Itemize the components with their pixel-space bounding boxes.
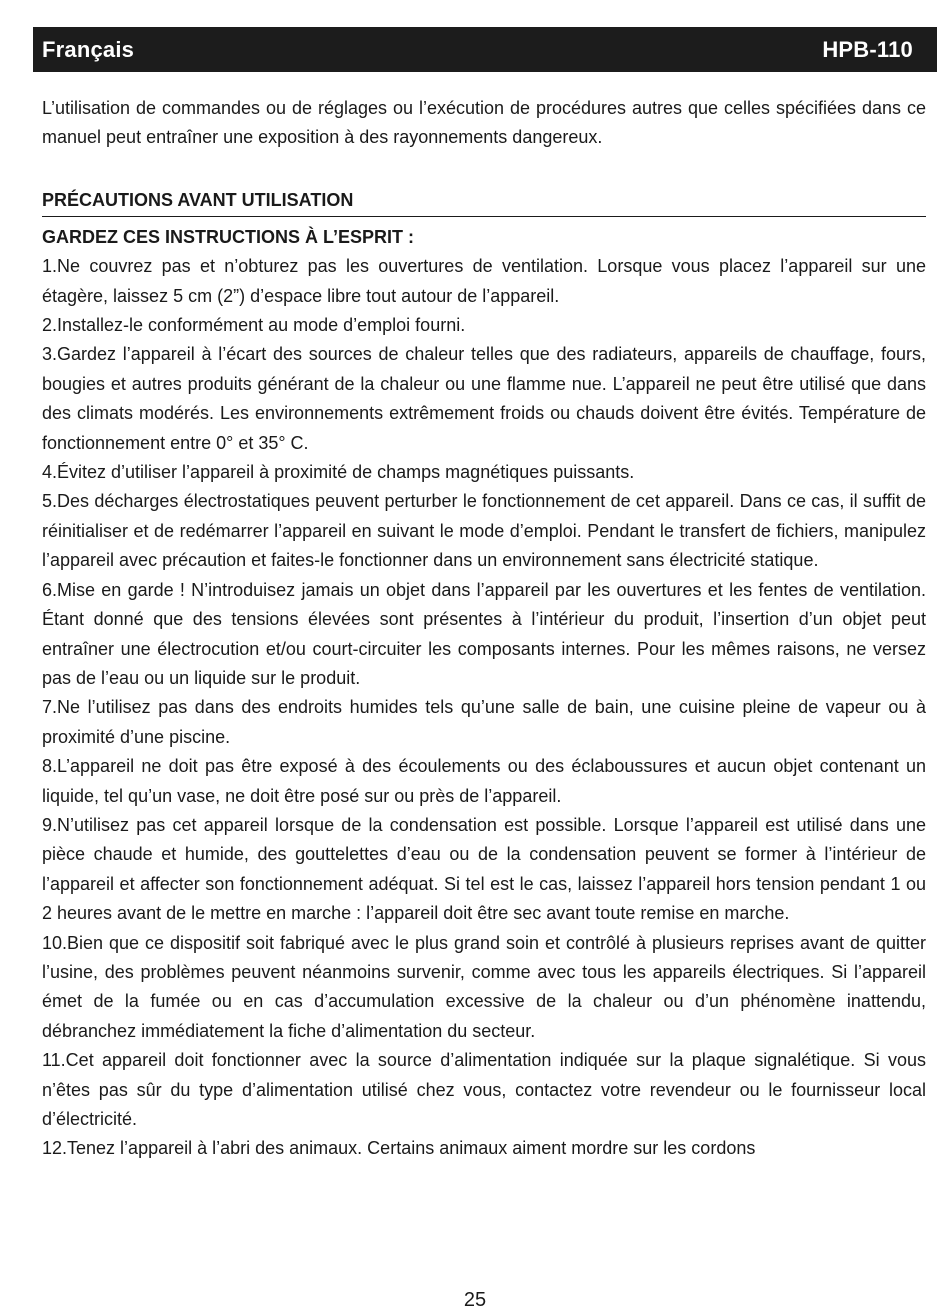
- precaution-item-12: 12.Tenez l’appareil à l’abri des animaux. Certains animaux aiment mordre sur les cordons: [42, 1138, 756, 1159]
- precaution-item-8: 8.L’appareil ne doit pas être exposé à des écoulements ou des éclaboussures et aucun objet contenant un liquide, tel qu’un vase, ne doit être posé sur ou près de l’appareil.: [42, 756, 926, 806]
- precaution-item-1: 1.Ne couvrez pas et n’obturez pas les ouvertures de ventilation. Lorsque vous placez l’appareil sur une étagère, laissez 5 cm (2”) d’espace libre tout autour de l’appareil.: [42, 256, 926, 306]
- page-number: 25: [463, 1289, 487, 1311]
- precaution-item-11: 11.Cet appareil doit fonctionner avec la source d’alimentation indiquée sur la plaque signalétique. Si vous n’êtes pas sûr du type d’alimentation utilisé chez vous, contactez votre revendeur ou le fournisseur local d’électricité.: [42, 1050, 926, 1129]
- document-body: [42, 94, 926, 1164]
- precaution-item-10: 10.Bien que ce dispositif soit fabriqué avec le plus grand soin et contrôlé à plusieurs reprises avant de quitter l’usine, des problèmes peuvent néanmoins survenir, comme avec tous les appareils électriques. Si l’appareil émet de la fumée ou en cas d’accumulation excessive de la chaleur ou d’un phénomène inattendu, débranchez immédiatement la fiche d’alimentation du secteur.: [42, 932, 926, 1041]
- section-title: PRÉCAUTIONS AVANT UTILISATION: [42, 186, 926, 217]
- precaution-item-9: 9.N’utilisez pas cet appareil lorsque de la condensation est possible. Lorsque l’appareil est utilisé dans une pièce chaude et humide, des gouttelettes d’eau ou de la condensation peuvent se former à l’intérieur de l’appareil et affecter son fonctionnement adéquat. Si tel est le cas, laissez l’appareil hors tension pendant 1 ou 2 heures avant de le mettre en marche : l’appareil doit être sec avant toute remise en marche.: [42, 814, 926, 924]
- page-header-bar: [33, 27, 937, 72]
- section-subtitle: GARDEZ CES INSTRUCTIONS À L’ESPRIT :: [42, 226, 415, 247]
- precaution-item-3: 3.Gardez l’appareil à l’écart des sources de chaleur telles que des radiateurs, appareils de chauffage, fours, bougies et autres produits générant de la chaleur ou une flamme nue. L’appareil ne peut être utilisé que dans des climats modérés. Les environnements extrêmement froids ou chauds doivent être évités. Température de fonctionnement entre 0° et 35° C.: [42, 344, 926, 453]
- language-label: Français: [42, 36, 135, 62]
- precaution-item-5: 5.Des décharges électrostatiques peuvent perturber le fonctionnement de cet appareil. Dans ce cas, il suffit de réinitialiser et de redémarrer l’appareil en suivant le mode d’emploi. Pendant le transfert de fichiers, manipulez l’appareil avec précaution et faites-le fonctionner dans un environnement sans électricité statique.: [42, 491, 926, 571]
- precaution-item-6: 6.Mise en garde ! N’introduisez jamais un objet dans l’appareil par les ouvertures et les fentes de ventilation. Étant donné que des tensions élevées sont présentes à l’intérieur du produit, l’insertion d’un objet peut entraîner une électrocution et/ou court-circuiter les composants internes. Pour les mêmes raisons, ne versez pas de l’eau ou un liquide sur le produit.: [42, 579, 926, 688]
- intro-paragraph: L’utilisation de commandes ou de réglages ou l’exécution de procédures autres que celles spécifiées dans ce manuel peut entraîner une exposition à des rayonnements dangereux.: [42, 98, 926, 148]
- precaution-item-4: 4.Évitez d’utiliser l’appareil à proximité de champs magnétiques puissants.: [42, 462, 635, 483]
- model-label: HPB-110: [822, 36, 913, 62]
- precaution-item-7: 7.Ne l’utilisez pas dans des endroits humides tels qu’une salle de bain, une cuisine pleine de vapeur ou à proximité d’une piscine.: [42, 697, 926, 747]
- precaution-item-2: 2.Installez-le conformément au mode d’emploi fourni.: [42, 315, 466, 336]
